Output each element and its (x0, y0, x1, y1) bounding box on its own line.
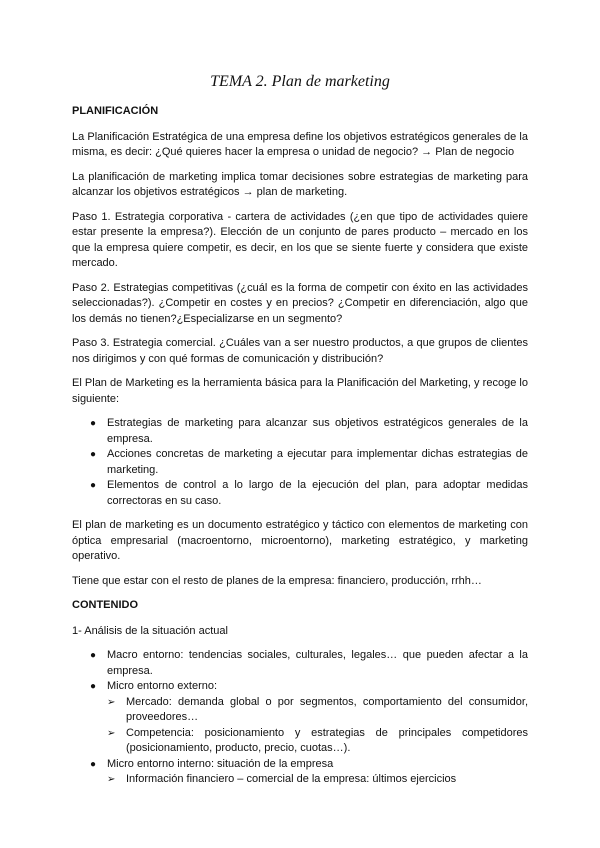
page-title: TEMA 2. Plan de marketing (210, 73, 390, 90)
paragraph: Paso 1. Estrategia corporativa - cartera de actividades (¿en que tipo de actividades quiere estar presente la empresa?). Elección de un conjunto de pares producto – mercado en los que la empresa quiere competir, es decir, en los que se siente fuerte y considera que existe mercado. (72, 210, 528, 269)
situation-analysis-list (72, 648, 528, 788)
list-item: ● Estrategias de marketing para alcanzar sus objetivos estratégicos generales de la empresa. (90, 417, 528, 445)
paragraph: El plan de marketing es un documento estratégico y táctico con elementos de marketing con óptica empresarial (macroentorno, microentorno), marketing estratégico, y marketing operativo. (72, 519, 528, 562)
bullet-icon: ● (90, 758, 97, 770)
paragraph: La planificación de marketing implica tomar decisiones sobre estrategias de marketing para alcanzar los objetivos estratégicos → plan de marketing. (72, 170, 528, 198)
sub-list (107, 772, 528, 788)
bullet-icon: ● (90, 418, 97, 429)
paragraph: 1- Análisis de la situación actual (72, 624, 228, 637)
bullet-icon: ● (90, 681, 97, 692)
bullet-icon: ● (90, 480, 97, 491)
paragraph: La Planificación Estratégica de una empresa define los objetivos estratégicos generales de la misma, es decir: ¿Qué quieres hacer la empresa o unidad de negocio? → Plan de negocio (72, 130, 528, 158)
sub-list (107, 695, 528, 757)
sub-list-item: ➢ Mercado: demanda global o por segmentos, comportamiento del consumidor, proveedores… (107, 695, 528, 723)
list-item: ● Micro entorno interno: situación de la empresa ➢ Información financiero – comercial de la empresa: últimos ejercicios (72, 757, 528, 788)
arrow-bullet-icon: ➢ (107, 727, 116, 739)
paragraph: Paso 3. Estrategia comercial. ¿Cuáles van a ser nuestro productos, a que grupos de clientes nos dirigimos y con qué formas de comunicación y distribución? (72, 337, 528, 365)
plan-contents-list (72, 416, 528, 509)
bullet-icon: ● (90, 650, 97, 661)
list-item: ● Elementos de control a lo largo de la ejecución del plan, para adoptar medidas correctoras en su caso. (90, 479, 528, 507)
paragraph: Paso 2. Estrategias competitivas (¿cuál es la forma de competir con éxito en las actividades seleccionadas?). ¿Competir en costes y en precios? ¿Competir en diferenciación, algo que los demás no tienen?¿Especializarse en un segmento? (72, 281, 528, 325)
bullet-icon: ● (90, 449, 97, 460)
list-item: ● Acciones concretas de marketing a ejecutar para implementar dichas estrategias de marketing. (90, 448, 528, 476)
sub-list-item: ➢ Información financiero – comercial de la empresa: últimos ejercicios (107, 772, 528, 788)
section-heading-contenido: CONTENIDO (72, 599, 138, 611)
list-item: ● Micro entorno externo: ➢ Mercado: demanda global o por segmentos, comportamiento del consumidor, proveedores… ➢ Competencia: posicionamiento y estrategias de principales competidores (posicionamiento, producto, precio, cuotas…). (72, 679, 528, 757)
paragraph: El Plan de Marketing es la herramienta básica para la Planificación del Marketing, y recoge lo siguiente: (72, 377, 528, 405)
arrow-bullet-icon: ➢ (107, 774, 116, 785)
sub-list-item: ➢ Competencia: posicionamiento y estrategias de principales competidores (posicionamiento, producto, precio, cuotas…). (107, 726, 528, 754)
list-item: ● Macro entorno: tendencias sociales, culturales, legales… que pueden afectar a la empresa. (90, 649, 528, 677)
section-heading-planificacion: PLANIFICACIÓN (72, 105, 159, 117)
paragraph: Tiene que estar con el resto de planes de la empresa: financiero, producción, rrhh… (72, 574, 482, 587)
arrow-bullet-icon: ➢ (107, 696, 116, 708)
